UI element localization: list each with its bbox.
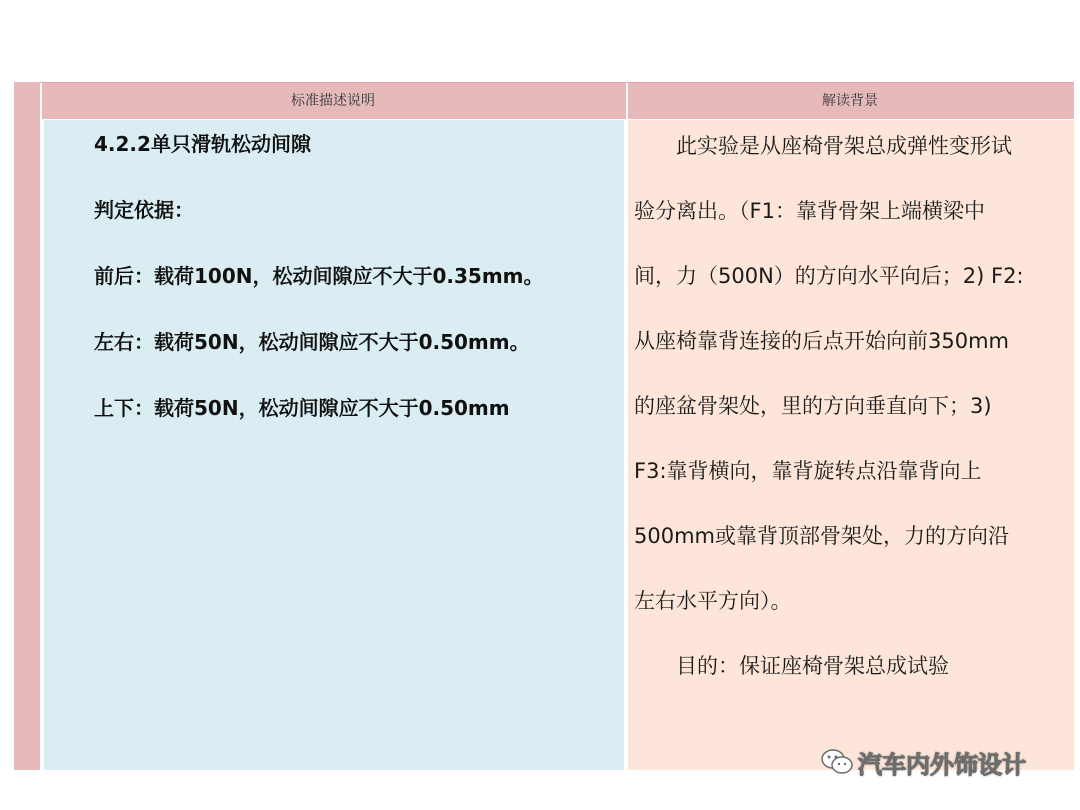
interpretation-line: 左右水平方向）。 <box>634 589 792 613</box>
standard-table <box>40 82 1074 770</box>
left-margin-strip <box>14 82 40 770</box>
interpretation-line: F3:靠背横向，靠背旋转点沿靠背向上 <box>634 459 982 483</box>
section-title: 4.2.2单只滑轨松动间隙 <box>94 132 311 156</box>
purpose-line: 目的：保证座椅骨架总成试验 <box>676 654 949 678</box>
interpretation-line: 验分离出。（F1：靠背骨架上端横梁中 <box>634 199 985 223</box>
interpretation-line: 的座盆骨架处，里的方向垂直向下；3) <box>634 394 992 418</box>
criterion-up-down: 上下：载荷50N，松动间隙应不大于0.50mm <box>94 396 510 420</box>
criterion-front-back: 前后：载荷100N，松动间隙应不大于0.35mm。 <box>94 264 544 288</box>
criterion-left-right: 左右：载荷50N，松动间隙应不大于0.50mm。 <box>94 330 530 354</box>
header-interpretation-background: 解读背景 <box>822 93 878 109</box>
interpretation-cell <box>628 120 1074 770</box>
standard-description-cell <box>44 120 624 770</box>
watermark-text: 汽车内外饰设计 <box>858 750 1026 779</box>
watermark <box>820 742 1026 782</box>
table-header-row <box>40 82 1074 121</box>
wechat-icon <box>820 747 854 777</box>
interpretation-line: 从座椅靠背连接的后点开始向前350mm <box>634 329 1009 353</box>
basis-label: 判定依据： <box>94 198 194 222</box>
header-standard-description: 标准描述说明 <box>291 93 375 109</box>
interpretation-line: 500mm或靠背顶部骨架处，力的方向沿 <box>634 524 1009 548</box>
interpretation-line: 此实验是从座椅骨架总成弹性变形试 <box>676 134 1012 158</box>
interpretation-line: 间，力（500N）的方向水平向后；2) F2: <box>634 264 1024 288</box>
